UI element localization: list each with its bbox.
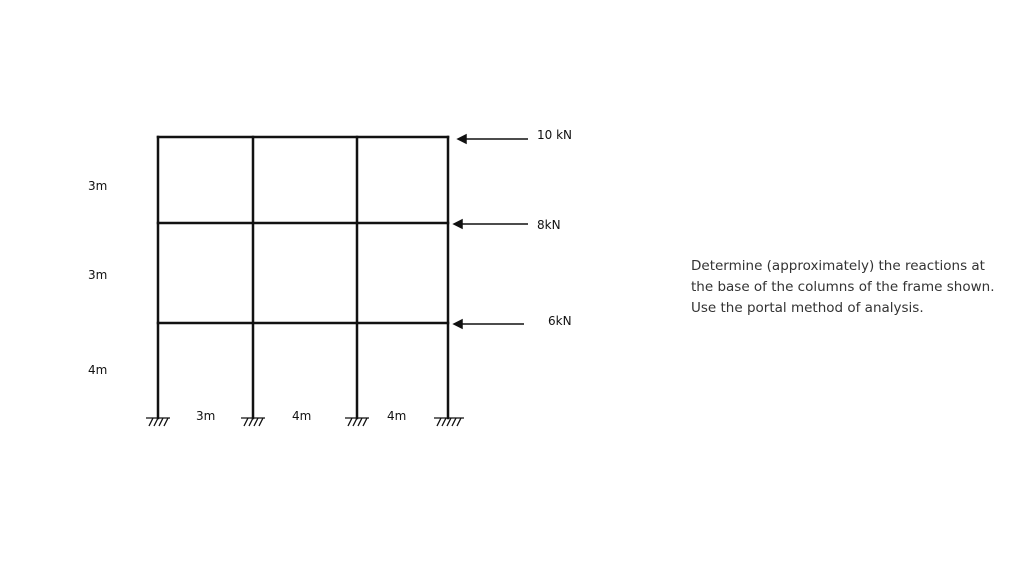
problem-statement (691, 256, 1024, 319)
load-label-floor-1: 6kN (548, 314, 572, 328)
bay-width-1: 3m (196, 409, 216, 423)
fixed-support-3 (345, 418, 369, 426)
storey-height-top: 3m (88, 179, 108, 193)
fixed-support-2 (241, 418, 265, 426)
fixed-support-1 (146, 418, 170, 426)
load-label-roof: 10 kN (537, 128, 573, 142)
bay-width-2: 4m (292, 409, 312, 423)
load-arrow-floor-1 (454, 320, 524, 328)
storey-height-middle: 3m (88, 268, 108, 282)
problem-line-1: Determine (approximately) the reactions at (691, 258, 985, 274)
load-label-floor-2: 8kN (537, 218, 561, 232)
problem-line-2: the base of the columns of the frame shown. (691, 279, 995, 295)
load-arrow-roof (458, 135, 528, 143)
bay-width-3: 4m (387, 409, 407, 423)
problem-line-3: Use the portal method of analysis. (691, 300, 924, 316)
storey-height-bottom: 4m (88, 363, 108, 377)
load-arrow-floor-2 (454, 220, 528, 228)
